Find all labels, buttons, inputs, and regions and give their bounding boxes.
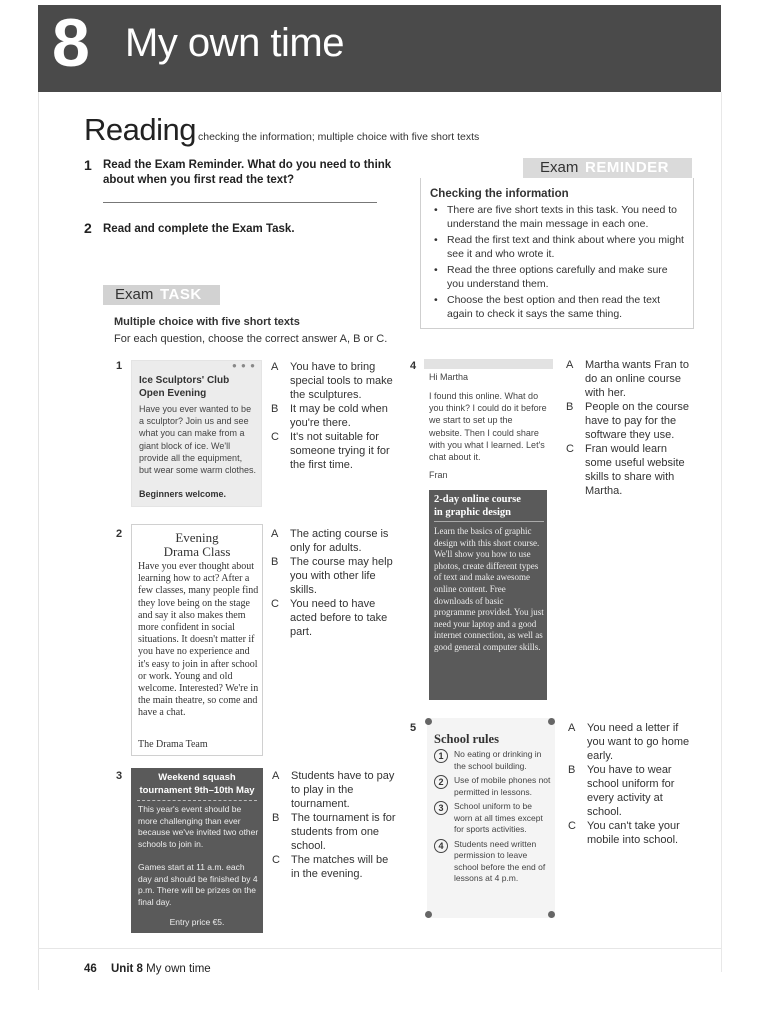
item-2-heading-2: Drama Class [163, 544, 231, 559]
item-4-ad-heading-1: 2-day online course [434, 494, 521, 505]
rule-item: 4 Students need written permission to leave school before the end of lessons at 4 p.m. [434, 839, 552, 885]
page-number: 46 [84, 963, 97, 975]
option[interactable]: C You need to have acted before to take part. [271, 598, 388, 638]
item-4-greeting: Hi Martha [429, 372, 469, 382]
item-3-options [272, 769, 397, 881]
item-2-body: Have you ever thought about learning how to act? After a few classes, many people find they love being on the stage and say it also makes them more confident in social situations. It doesn't matter if you have no experience and it's easy to join in after school or work. Young and old welcome. Interested? We're in the main theatre, so come and have a chat. [138, 561, 259, 719]
item-2-number: 2 [116, 528, 123, 540]
item-4-sign: Fran [429, 470, 448, 480]
exam-reminder-list [431, 204, 687, 324]
option[interactable]: B The course may help you with other life skills. [271, 556, 393, 596]
exam-task-instruction: For each question, choose the correct answer A, B or C. [114, 333, 388, 345]
pin-icon [548, 911, 555, 918]
item-5-heading: School rules [434, 732, 499, 746]
item-3-heading-2: tournament 9th–10th May [139, 784, 255, 796]
item-4-ad-body: Learn the basics of graphic design with this short course. We'll show you how to use photos, create different types of text and make awesome online content. Free downloads of basic programme provided. You just need your laptop and a good internet connection, as well as good general computer skills. [434, 526, 544, 652]
item-4-number: 4 [410, 360, 417, 372]
item-4-body: I found this online. What do you think? I could do it before we start to set up the website. Then I could share with you what I learned. Let's chat about it. [429, 391, 547, 463]
item-1-notice [131, 360, 262, 507]
question-2-text: Read and complete the Exam Task. [103, 223, 295, 235]
item-4-ad-divider [434, 521, 544, 522]
unit-number: 8 [52, 5, 90, 81]
item-2-options [271, 527, 396, 639]
section-subtitle: checking the information; multiple choice with five short texts [198, 131, 480, 143]
rule-item: 1 No eating or drinking in the school building. [434, 749, 552, 772]
right-margin-rule [721, 92, 722, 972]
item-4-ad-heading-2: in graphic design [434, 506, 512, 518]
item-4-options [566, 358, 696, 498]
item-4-ad [429, 490, 547, 700]
item-5-notice [427, 718, 555, 918]
exam-reminder-title: Checking the information [430, 188, 569, 200]
question-1-number: 1 [84, 157, 92, 173]
rule-item: 3 School uniform to be worn at all times except for sports activities. [434, 801, 552, 836]
item-1-options [271, 360, 396, 472]
option[interactable]: A The acting course is only for adults. [271, 528, 389, 554]
item-3-number: 3 [116, 770, 123, 782]
item-1-heading-2: Open Evening [139, 387, 207, 399]
pin-icon [548, 718, 555, 725]
option[interactable]: C Fran would learn some useful website skills to share with Martha. [566, 443, 685, 497]
item-3-heading-1: Weekend squash [158, 772, 236, 783]
item-2-sign: The Drama Team [138, 739, 208, 750]
option[interactable]: B People on the course have to pay for the software they use. [566, 401, 689, 441]
option[interactable]: A Students have to pay to play in the tournament. [272, 770, 395, 810]
item-3-divider [137, 800, 257, 801]
item-5-rules [434, 749, 552, 888]
reminder-bullet: • Choose the best option and then read the text again to check it says the same thing. [431, 294, 687, 322]
option[interactable]: B It may be cold when you're there. [271, 403, 388, 429]
pin-icon [425, 718, 432, 725]
footer-unit: Unit 8 My own time [111, 963, 211, 975]
option[interactable]: C The matches will be in the evening. [272, 854, 389, 880]
unit-title: My own time [125, 21, 344, 65]
item-1-number: 1 [116, 360, 123, 372]
pin-icon [425, 911, 432, 918]
item-1-body: Have you ever wanted to be a sculptor? Join us and see what you can make from a giant block of ice. We'll provide all the equipment, but wear some warm clothes. [139, 404, 257, 476]
option[interactable]: B You have to wear school uniform for every activity at school. [568, 764, 675, 818]
footer-rule [38, 948, 721, 949]
exam-reminder-word: REMINDER [585, 159, 670, 176]
item-5-number: 5 [410, 722, 417, 734]
reminder-bullet: • Read the first text and think about where you might see it and who wrote it. [431, 234, 687, 262]
item-2-notice [131, 524, 263, 756]
option[interactable]: C You can't take your mobile into school. [568, 820, 680, 846]
rule-item: 2 Use of mobile phones not permitted in lessons. [434, 775, 552, 798]
item-3-para-1: This year's event should be more challenging than ever because we've invited two other schools to join in. [138, 804, 259, 849]
item-3-entry: Entry price €5. [169, 917, 225, 927]
reminder-bullet: • There are five short texts in this task. You need to understand the main message in each one. [431, 204, 687, 232]
exam-task-label: Exam [115, 286, 154, 303]
option[interactable]: A You need a letter if you want to go home early. [568, 722, 690, 762]
item-5-options [568, 721, 696, 847]
question-2-number: 2 [84, 220, 92, 236]
item-3-notice [131, 768, 263, 933]
option[interactable]: A Martha wants Fran to do an online course with her. [566, 359, 689, 399]
option[interactable]: B The tournament is for students from one school. [272, 812, 396, 852]
answer-line[interactable] [103, 202, 377, 203]
item-1-closing: Beginners welcome. [139, 489, 227, 499]
left-margin-rule [38, 92, 39, 990]
item-3-para-2: Games start at 11 a.m. each day and should be finished by 4 p.m. There will be prizes on the final day. [138, 862, 258, 907]
item-4-top-bar [424, 359, 553, 369]
option[interactable]: C It's not suitable for someone trying it for the first time. [271, 431, 390, 471]
reminder-bullet: • Read the three options carefully and make sure you understand them. [431, 264, 687, 292]
exam-reminder-label: Exam [540, 159, 579, 176]
question-1-text: Read the Exam Reminder. What do you need to think about when you first read the text? [103, 159, 392, 186]
option[interactable]: A You have to bring special tools to make the sculptures. [271, 361, 393, 401]
section-title: Reading [84, 112, 196, 147]
item-1-dots: ● ● ● [232, 361, 256, 370]
item-1-heading-1: Ice Sculptors' Club [139, 375, 230, 386]
exam-task-title: Multiple choice with five short texts [114, 316, 300, 328]
item-2-heading-1: Evening [175, 530, 219, 545]
exam-task-word: TASK [160, 286, 202, 303]
